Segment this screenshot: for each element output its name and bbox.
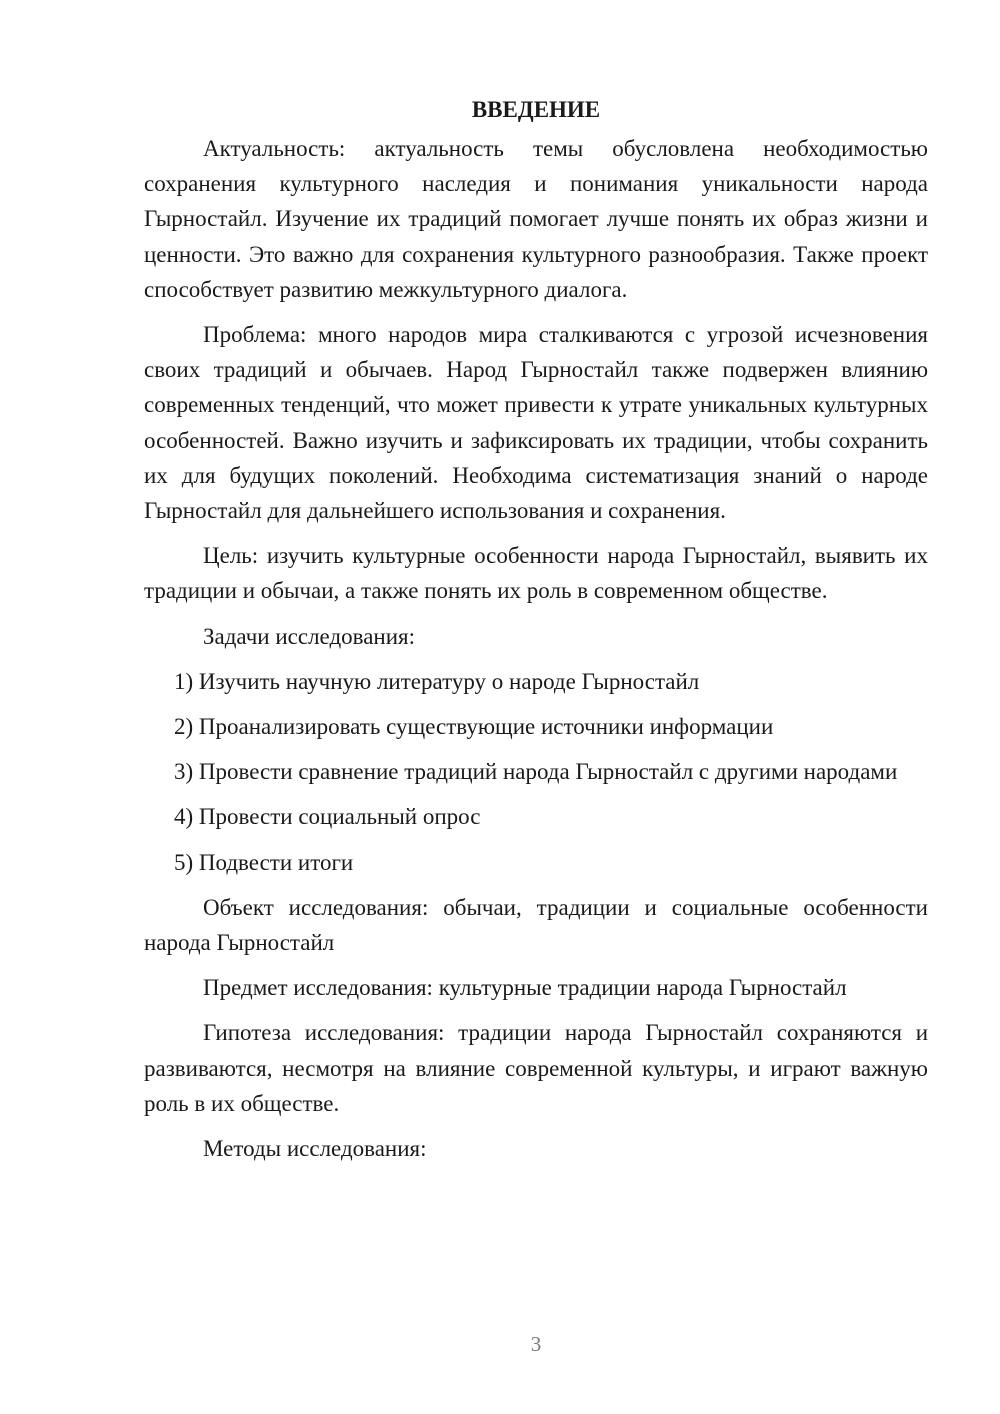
goal-paragraph: Цель: изучить культурные особенности народа Гырностайл, выявить их традиции и обычаи, а также понять их роль в современном обществе. bbox=[144, 543, 928, 604]
page-number: 3 bbox=[530, 1332, 542, 1356]
relevance-paragraph: Актуальность: актуальность темы обусловлена необходимостью сохранения культурного наследия и понимания уникальности народа Гырностайл. Изучение их традиций помогает лучше понять их образ жизни и ценности. Это важно для сохранения культурного разнообразия. Также проект способствует развитию межкультурного диалога. bbox=[144, 136, 928, 302]
tasks-title: Задачи исследования: bbox=[203, 623, 416, 649]
hypothesis-paragraph: Гипотеза исследования: традиции народа Гырностайл сохраняются и развиваются, несмотря на влияние современной культуры, и играют важную роль в их обществе. bbox=[144, 1020, 928, 1116]
task-item-5: 5) Подвести итоги bbox=[174, 849, 354, 875]
object-paragraph: Объект исследования: обычаи, традиции и социальные особенности народа Гырностайл bbox=[144, 894, 928, 956]
subject-paragraph: Предмет исследования: культурные традиции народа Гырностайл bbox=[203, 975, 847, 1001]
methods-title: Методы исследования: bbox=[203, 1136, 427, 1162]
task-item-2: 2) Проанализировать существующие источники информации bbox=[174, 714, 774, 740]
section-heading: ВВЕДЕНИЕ bbox=[471, 97, 601, 122]
task-item-3: 3) Провести сравнение традиций народа Гырностайл с другими народами bbox=[174, 759, 898, 785]
page-content bbox=[144, 92, 928, 1176]
problem-paragraph: Проблема: много народов мира сталкиваются с угрозой исчезновения своих традиций и обычаев. Народ Гырностайл также подвержен влиянию современных тенденций, что может привести к утрате уникальных культурных особенностей. Важно изучить и зафиксировать их традиции, чтобы сохранить их для будущих поколений. Необходима систематизация знаний о народе Гырностайл для дальнейшего использования и сохранения. bbox=[144, 322, 928, 524]
task-item-1: 1) Изучить научную литературу о народе Гырностайл bbox=[174, 668, 700, 694]
task-item-4: 4) Провести социальный опрос bbox=[174, 804, 481, 830]
